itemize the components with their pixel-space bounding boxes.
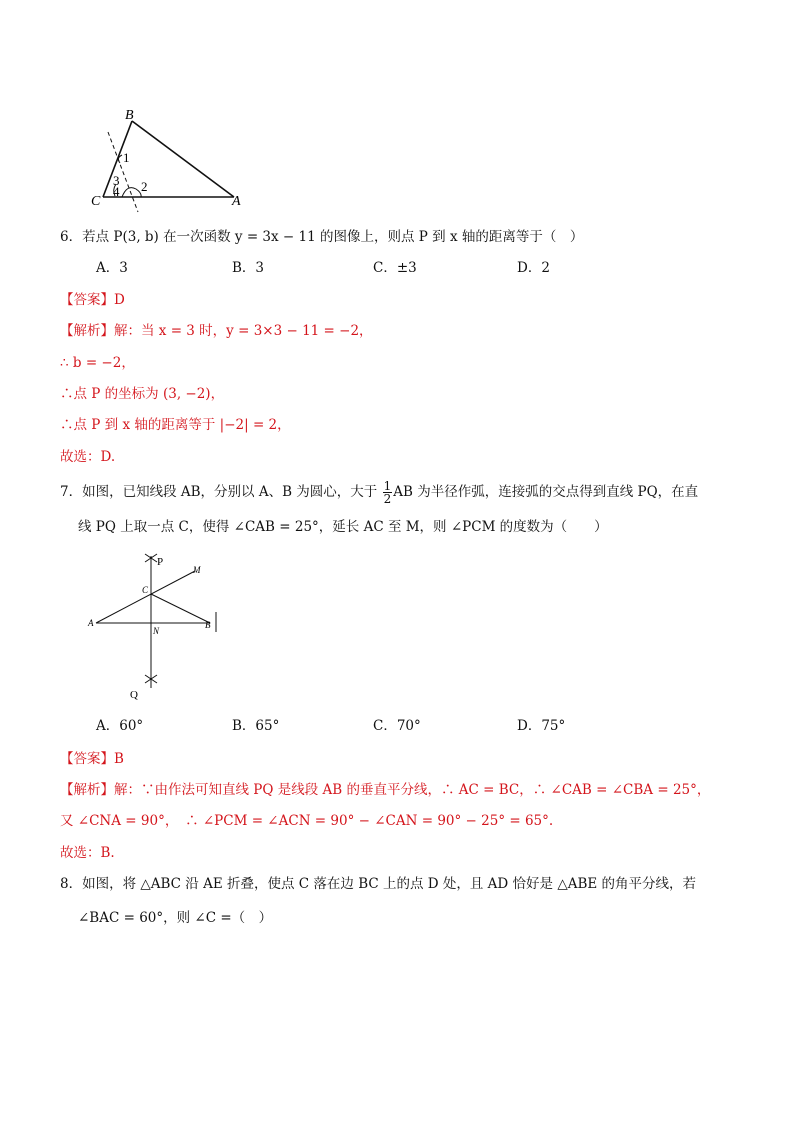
label-b: B	[205, 620, 211, 630]
angle-label-1: 1	[123, 150, 130, 165]
q6-analysis-line-1	[60, 321, 373, 341]
q6-option-d: D．2	[517, 260, 550, 276]
q8-stem-line-1	[60, 874, 696, 894]
label-m: M	[193, 565, 201, 575]
q7-analysis-line-1	[60, 780, 710, 800]
q7-analysis-text-1: 解：∵由作法可知直线 PQ 是线段 AB 的垂直平分线，∴ AC = BC，∴ ∠CAB = ∠CBA = 25°，	[114, 782, 711, 798]
q8-stem-a: 如图，将 △ABC 沿 AE 折叠，使点 C 落在边 BC 上的点 D 处，且 AD 恰好是 △ABE 的角平分线，若	[82, 876, 697, 892]
q6-stem	[60, 227, 583, 247]
q6-option-a: A．3	[96, 260, 128, 276]
label-b: B	[125, 108, 134, 123]
q6-answer-tag: 【答案】	[60, 292, 114, 308]
q6-answer	[60, 290, 125, 310]
segment-cb	[151, 594, 210, 623]
q7-option-b: B．65°	[232, 718, 280, 734]
q7-stem-b: AB 为半径作弧，连接弧的交点得到直线 PQ，在直	[393, 484, 699, 500]
q6-conclusion: 故选：D.	[60, 449, 116, 465]
label-a: A	[88, 618, 94, 628]
q7-stem-a: 如图，已知线段 AB，分别以 A、B 为圆心，大于	[82, 484, 378, 500]
figure-triangle-abc	[86, 100, 256, 215]
q7-fraction-denominator: 2	[383, 492, 392, 506]
q7-stem-line-2: 线 PQ 上取一点 C，使得 ∠CAB = 25°，延长 AC 至 M，则 ∠PCM 的度数为（ ）	[78, 519, 608, 535]
q7-fraction-numerator: 1	[383, 479, 392, 493]
q6-analysis-line-2: ∴ b = −2，	[60, 355, 135, 371]
label-p: P	[157, 556, 164, 568]
q7-fraction	[383, 480, 393, 505]
q7-answer-value: B	[114, 751, 124, 767]
label-q: Q	[130, 689, 138, 700]
angle-2-arc	[122, 188, 141, 197]
q6-number: 6．	[60, 229, 83, 245]
label-c: C	[91, 194, 101, 209]
segment-am	[96, 571, 195, 623]
q7-number: 7．	[60, 484, 83, 500]
angle-label-3: 3	[113, 173, 120, 188]
q7-stem-line-1	[60, 480, 698, 505]
q6-analysis-line-4: ∴点 P 到 x 轴的距离等于 |−2| = 2，	[60, 417, 291, 433]
q6-analysis-tag: 【解析】	[60, 323, 114, 339]
q6-analysis-line-3: ∴点 P 的坐标为 (3, −2)，	[60, 386, 225, 402]
label-c: C	[142, 585, 149, 595]
q8-number: 8．	[60, 876, 83, 892]
q6-stem-text: 若点 P(3, b) 在一次函数 y = 3x − 11 的图像上，则点 P 到 x 轴的距离等于（ ）	[82, 229, 584, 245]
q7-option-a: A．60°	[96, 718, 144, 734]
q6-analysis-text-1: 解：当 x = 3 时，y = 3×3 − 11 = −2，	[114, 323, 373, 339]
q7-analysis-line-2: 又 ∠CNA = 90°， ∴ ∠PCM = ∠ACN = 90° − ∠CAN = 90° − 25° = 65°.	[60, 813, 554, 829]
q8-stem-line-2: ∠BAC = 60°，则 ∠C =（ ）	[78, 910, 273, 926]
label-a: A	[232, 194, 241, 209]
angle-label-2: 2	[141, 179, 148, 194]
q7-answer	[60, 749, 124, 769]
q7-option-c: C．70°	[373, 718, 421, 734]
q7-answer-tag: 【答案】	[60, 751, 114, 767]
angle-label-4: 4	[113, 184, 120, 199]
q7-analysis-tag: 【解析】	[60, 782, 114, 798]
label-n: N	[153, 626, 160, 636]
figure-perpendicular-bisector	[86, 548, 236, 700]
q6-answer-value: D	[114, 292, 125, 308]
q7-option-d: D．75°	[517, 718, 566, 734]
q7-conclusion: 故选：B.	[60, 845, 115, 861]
q6-option-b: B．3	[232, 260, 265, 276]
q6-option-c: C．±3	[373, 260, 417, 276]
